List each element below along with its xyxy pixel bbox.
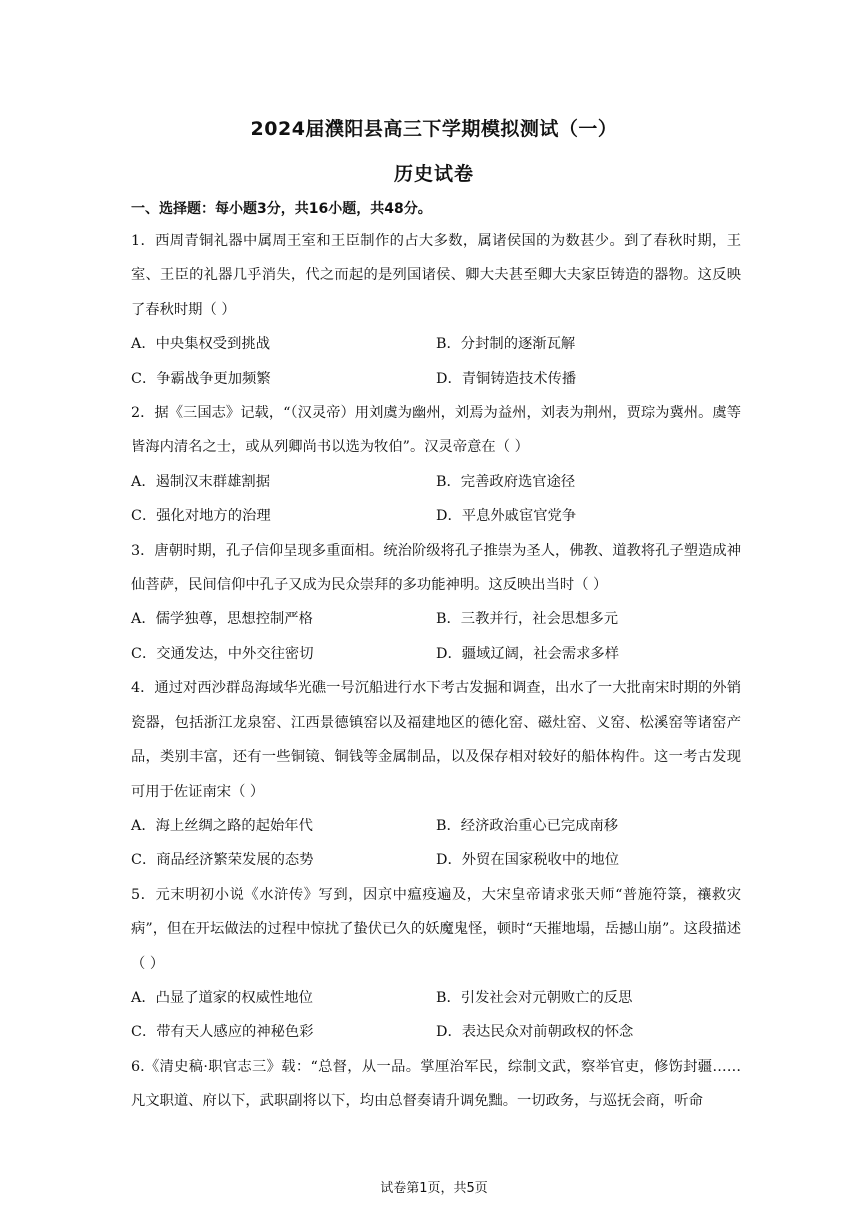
question-stem: 1．西周青铜礼器中属周王室和王臣制作的占大多数，属诸侯国的为数甚少。到了春秋时期，王室、王臣的礼器几乎消失，代之而起的是列国诸侯、卿大夫甚至卿大夫家臣铸造的器物。这反映了春秋时期（ ） (131, 233, 741, 318)
option-c: C．交通发达，中外交往密切 (131, 645, 314, 662)
option-b: B．分封制的逐渐瓦解 (436, 336, 576, 353)
option-c: C．争霸战争更加频繁 (131, 370, 271, 387)
option-grid (131, 809, 741, 878)
option-a: A．中央集权受到挑战 (131, 336, 270, 353)
question-stem: 2．据《三国志》记载，“（汉灵帝）用刘虞为幽州，刘焉为益州，刘表为荆州，贾琮为冀州。虞等皆海内清名之士，或从列卿尚书以选为牧伯”。汉灵帝意在（ ） (131, 405, 741, 456)
option-b: B．完善政府选官途径 (436, 473, 576, 490)
option-b: B．引发社会对元朝败亡的反思 (436, 989, 633, 1006)
exam-subtitle: 历史试卷 (393, 163, 474, 185)
option-d: D．平息外戚宦官党争 (436, 508, 577, 525)
option-d: D．青铜铸造技术传播 (436, 370, 577, 387)
exam-title: 2024届濮阳县高三下学期模拟测试（一） (250, 118, 618, 140)
question-2 (131, 396, 741, 534)
option-grid (131, 327, 741, 396)
section-heading: 一、选择题：每小题3分，共16小题，共48分。 (131, 201, 432, 217)
question-1 (131, 224, 741, 396)
option-a: A．儒学独尊，思想控制严格 (131, 611, 313, 628)
option-b: B．三教并行，社会思想多元 (436, 611, 619, 628)
option-c: C．强化对地方的治理 (131, 508, 271, 525)
question-stem: 3．唐朝时期，孔子信仰呈现多重面相。统治阶级将孔子推崇为圣人，佛教、道教将孔子塑造成神仙菩萨，民间信仰中孔子又成为民众崇拜的多功能神明。这反映出当时（ ） (131, 542, 741, 594)
option-d: D．表达民众对前朝政权的怀念 (436, 1024, 634, 1041)
question-stem: 4．通过对西沙群岛海域华光礁一号沉船进行水下考古发掘和调查，出水了一大批南宋时期的外销瓷器，包括浙江龙泉窑、江西景德镇窑以及福建地区的德化窑、磁灶窑、义窑、松溪窑等诸窑产品，类别丰富，还有一些铜镜、铜钱等金属制品，以及保存相对较好的船体构件。这一考古发现可用于佐证南宋（ ） (131, 680, 741, 800)
option-grid (131, 465, 741, 534)
option-c: C．商品经济繁荣发展的态势 (131, 852, 314, 869)
question-5 (131, 878, 741, 1050)
option-d: D．外贸在国家税收中的地位 (436, 852, 620, 869)
option-b: B．经济政治重心已完成南移 (436, 817, 619, 834)
option-a: A．遏制汉末群雄割据 (131, 473, 270, 490)
option-d: D．疆域辽阔，社会需求多样 (436, 645, 620, 662)
option-grid (131, 602, 741, 671)
page-footer: 试卷第1页，共5页 (380, 1181, 488, 1196)
question-3 (131, 534, 741, 672)
question-stem: 5．元末明初小说《水浒传》写到，因京中瘟疫遍及，大宋皇帝请求张天师“普施符箓，禳救灾病”，但在开坛做法的过程中惊扰了蛰伏已久的妖魔鬼怪，顿时“天摧地塌，岳撼山崩”。这段描述（ ） (131, 886, 741, 972)
option-grid (131, 981, 741, 1050)
option-c: C．带有天人感应的神秘色彩 (131, 1024, 314, 1041)
option-a: A．海上丝绸之路的起始年代 (131, 817, 313, 834)
question-list (131, 224, 741, 1119)
question-6 (131, 1050, 741, 1119)
question-4 (131, 671, 741, 877)
option-a: A．凸显了道家的权威性地位 (131, 989, 313, 1006)
question-stem: 6.《清史稿·职官志三》载：“总督，从一品。掌厘治军民，综制文武，察举官吏，修饬封疆……凡文职道、府以下，武职副将以下，均由总督奏请升调免黜。一切政务，与巡抚会商，听命 (131, 1058, 741, 1110)
